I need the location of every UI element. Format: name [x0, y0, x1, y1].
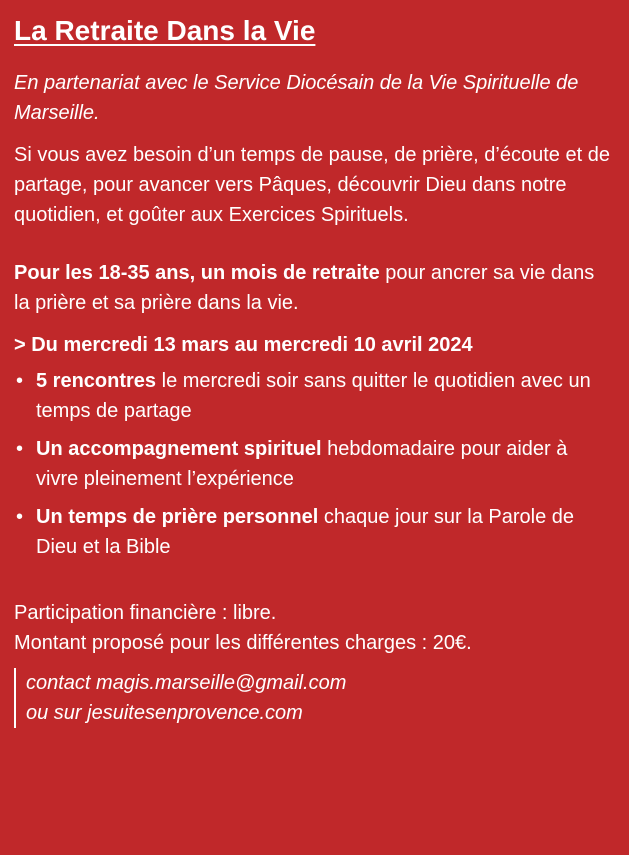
contact-website: ou sur jesuitesenprovence.com [26, 702, 303, 724]
bullet-icon: • [16, 438, 24, 460]
date-range: > Du mercredi 13 mars au mercredi 10 avril 2024 [14, 334, 473, 356]
item-bold: 5 rencontres [36, 370, 157, 392]
audience-paragraph [14, 258, 613, 318]
audience-age: Pour les 18-35 ans [14, 262, 190, 284]
contact-block [14, 668, 613, 728]
features-list [14, 366, 613, 562]
page-title: La Retraite Dans la Vie [14, 15, 316, 46]
item-text: hebdomadaire pour aider à vivre pleinement l’expérience [36, 438, 568, 490]
spacer [14, 230, 613, 258]
list-item [14, 434, 613, 494]
description-paragraph: Si vous avez besoin d’un temps de pause, de prière, d’écoute et de partage, pour avancer vers Pâques, découvrir Dieu dans notre quotidien, et goûter aux Exercices Spirituels. [14, 144, 610, 226]
item-bold: Un temps de prière personnel [36, 506, 319, 528]
finance-line-2: Montant proposé pour les différentes charges : 20€. [14, 632, 472, 654]
bullet-icon: • [16, 506, 24, 528]
spacer [14, 570, 613, 598]
item-text: le mercredi soir sans quitter le quotidien avec un temps de partage [36, 370, 591, 422]
finance-line-1: Participation financière : libre. [14, 602, 277, 624]
contact-email: contact magis.marseille@gmail.com [26, 672, 347, 694]
bullet-icon: • [16, 370, 24, 392]
partnership-intro: En partenariat avec le Service Diocésain de la Vie Spirituelle de Marseille. [14, 72, 579, 124]
audience-rest: pour ancrer sa vie dans la prière et sa prière dans la vie. [14, 262, 595, 314]
list-item [14, 366, 613, 426]
spacer [14, 318, 613, 330]
item-text: chaque jour sur la Parole de Dieu et la Bible [36, 506, 575, 558]
item-bold: Un accompagnement spirituel [36, 438, 322, 460]
audience-duration: un mois de retraite [200, 262, 380, 284]
list-item [14, 502, 613, 562]
audience-separator: , [189, 262, 201, 284]
